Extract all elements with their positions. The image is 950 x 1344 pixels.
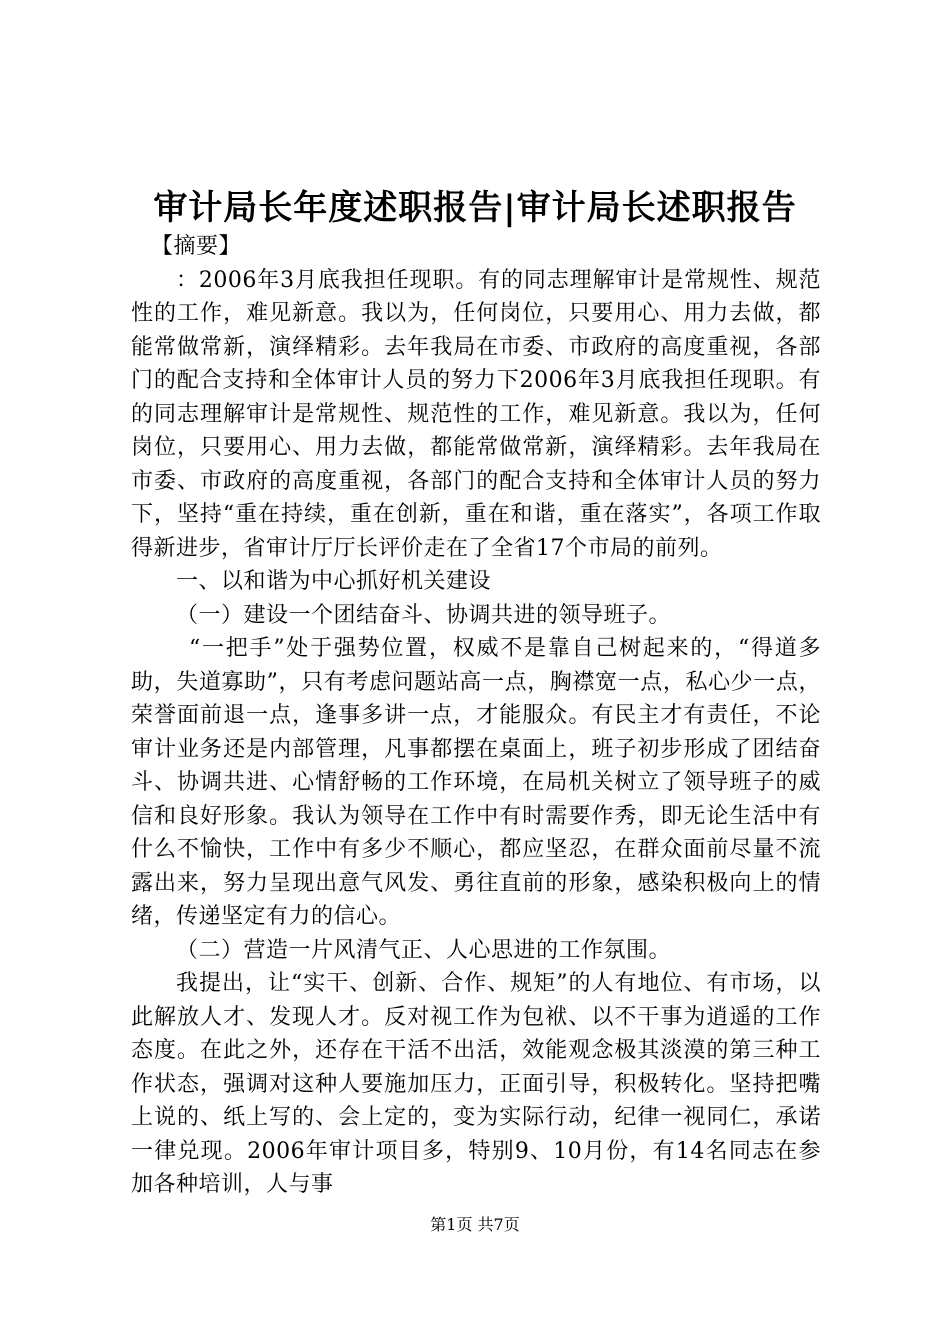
paragraph-abstract: ：2006年3月底我担任现职。有的同志理解审计是常规性、规范性的工作，难见新意。我以为，任何岗位，只要用心、用力去做，都能常做常新，演绎精彩。去年我局在市委、市政府的高度重视，各部门的配合支持和全体审计人员的努力下2006年3月底我担任现职。有的同志理解审计是常规性、规范性的工作，难见新意。我以为，任何岗位，只要用心、用力去做，都能常做常新，演绎精彩。去年我局在市委、市政府的高度重视，各部门的配合支持和全体审计人员的努力下，坚持“重在持续，重在创新，重在和谐，重在落实”，各项工作取得新进步，省审计厅厅长评价走在了全省17个市局的前列。 <box>131 267 821 561</box>
subsection-heading-2: （二）营造一片风清气正、人心思进的工作氛围。 <box>176 937 672 963</box>
paragraph-atmosphere: 我提出，让“实干、创新、合作、规矩”的人有地位、有市场，以此解放人才、发现人才。反对视工作为包袱、以不干事为逍遥的工作态度。在此之外，还存在干活不出活，效能观念极其淡漠的第三种工作状态，强调对这种人要施加压力，正面引导，积极转化。坚持把嘴上说的、纸上写的、会上定的，变为实际行动，纪律一视同仁，承诺一律兑现。2006年审计项目多，特别9、10月份，有14名同志在参加各种培训，人与事 <box>131 971 821 1197</box>
section-heading-1: 一、以和谐为中心抓好机关建设 <box>176 569 492 594</box>
document-title: 审计局长年度述职报告|审计局长述职报告 <box>153 188 797 228</box>
subsection-heading-1: （一）建设一个团结奋斗、协调共进的领导班子。 <box>176 602 672 628</box>
document-body <box>131 230 821 1202</box>
page-footer: 第1页 共7页 <box>430 1215 520 1234</box>
paragraph-leadership: “一把手”处于强势位置，权威不是靠自己树起来的，“得道多助，失道寡助”，只有考虑问题站高一点，胸襟宽一点，私心少一点，荣誉面前退一点，逢事多讲一点，才能服众。有民主才有责任，不论审计业务还是内部管理，凡事都摆在桌面上，班子初步形成了团结奋斗、协调共进、心情舒畅的工作环境，在局机关树立了领导班子的威信和良好形象。我认为领导在工作中有时需要作秀，即无论生活中有什么不愉快，工作中有多少不顺心，都应坚忍，在群众面前尽量不流露出来，努力呈现出意气风发、勇往直前的形象，感染积极向上的情绪，传递坚定有力的信心。 <box>131 636 821 929</box>
abstract-label: 【摘要】 <box>151 234 242 259</box>
